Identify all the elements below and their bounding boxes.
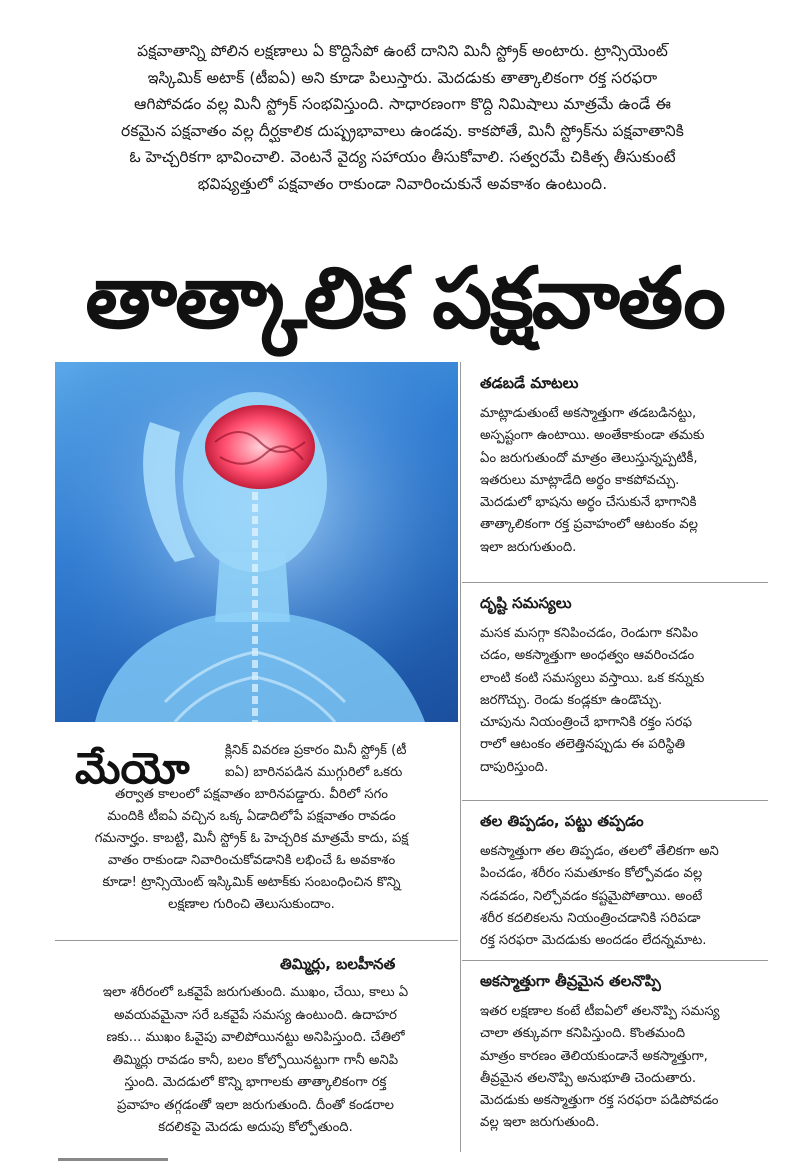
lead-line: తర్వాత కాలంలో పక్షవాతం బారినపడ్డారు. వీరిలో సగం [115, 787, 388, 802]
side-line: ఇతర లక్షణాల కంటే టీఐఏలో తలనొప్పి సమస్య [480, 1004, 720, 1019]
slurred-speech-section [472, 374, 772, 559]
lead-first-line: ఐఏ) బారినపడిన ముగ్గురిలో ఒకరు [225, 765, 403, 780]
side-line: నడవడం, నిల్చోవడం కష్టమైపోతాయి. అంటే [480, 888, 703, 904]
side-line: మాట్లాడుతుంటే అకస్మాత్తుగా తడబడినట్టు, [480, 406, 697, 421]
side-line: పించడం, శరీరం సమతూకం కోల్పోవడం వల్ల [480, 866, 703, 882]
section-divider [462, 800, 768, 801]
numbness-line: కదలికపై మెదడు అదుపు కోల్పోతుంది. [158, 1120, 353, 1135]
lead-line: మందికి టీఐఏ వచ్చిన ఒక్క ఏడాదిలోపే పక్షవాతం రావడం [107, 809, 396, 824]
slurred-speech-title: తడబడే మాటలు [480, 374, 579, 392]
side-line: దాపురిస్తుంది. [480, 759, 549, 775]
section-divider [462, 960, 768, 961]
side-line: చూపును నియంత్రించే భాగానికి రక్తం సరఫ [480, 715, 692, 731]
dizziness-section [472, 812, 772, 952]
vision-problems-body [480, 623, 772, 779]
lead-line: గమనార్హం. కాబట్టి, మినీ స్ట్రోక్ ఓ హెచ్చరిక మాత్రమే కాదు, పక్ష [94, 831, 409, 846]
side-line: మాత్రం కారణం తెలియకుండానే అకస్మాత్తుగా, [480, 1048, 708, 1064]
headache-section [472, 972, 772, 1135]
side-line: మసక మసగ్గా కనిపించడం, రెండుగా కనిపిం [480, 626, 699, 641]
side-line: రక్త సరఫరా మెదడుకు అందడం లేదన్నమాట. [480, 933, 707, 949]
numbness-line: తిమ్మిర్లు రావడం కానీ, బలం కోల్పోయినట్టుగా గానీ అనిపి [112, 1052, 399, 1068]
brain-illustration [55, 362, 458, 722]
intro-line: ఆగిపోవడం వల్ల మినీ స్ట్రోక్ సంభవిస్తుంది. సాధారణంగా కొద్ది నిమిషాలు మాత్రమే ఉండే ఈ [134, 95, 671, 113]
numbness-line: అవయవమైనా సరే ఒకవైపే సమస్య ఉంటుంది. ఉదాహర [113, 1007, 397, 1023]
intro-line: ఇస్కిమిక్ అటాక్ (టీఐఏ) అని కూడా పిలుస్తారు. మెదడుకు తాత్కాలికంగా రక్త సరఫరా [147, 68, 658, 87]
headline: తాత్కాలిక పక్షవాతం [85, 249, 724, 347]
lead-first-line: క్లినిక్ వివరణ ప్రకారం మినీ స్ట్రోక్ (టీ [225, 743, 407, 758]
lead-paragraph [55, 740, 458, 916]
headache-body [480, 1001, 772, 1135]
side-line: మెదడుకు అకస్మాత్తుగా రక్త సరఫరా పడిపోవడం [480, 1093, 719, 1109]
lead-line: కూడా! ట్రాన్సియెంట్ ఇస్కిమిక్ అటాక్‌కు సంబంధించిన కొన్ని [102, 875, 401, 890]
dizziness-body [480, 841, 772, 952]
side-line: అకస్మాత్తుగా తల తిప్పడం, తలలో తేలికగా అని [480, 844, 719, 859]
intro-line: ఓ హెచ్చరికగా భావించాలి. వెంటనే వైద్య సహాయం తీసుకోవాలి. సత్వరమే చికిత్స తీసుకుంటే [129, 148, 676, 166]
intro-paragraph [40, 38, 765, 197]
side-line: లాంటి కంటి సమస్యలు వస్తాయి. ఒక కన్నుకు [480, 670, 705, 686]
lead-dropcap: మేయో [75, 744, 190, 794]
slurred-speech-body [480, 403, 772, 559]
side-line: చాలా తక్కువగా కనిపిస్తుంది. కొంతమంది [480, 1026, 686, 1042]
vision-problems-title: దృష్టి సమస్యలు [480, 594, 572, 612]
intro-line: భవిష్యత్తులో పక్షవాతం రాకుండా నివారించుకునే అవకాశం ఉంటుంది. [197, 174, 608, 193]
numbness-line: ఇలా శరీరంలో ఒకవైపే జరుగుతుంది. ముఖం, చేయి, కాలు ఏ [102, 985, 409, 1000]
numbness-title: తిమ్మిర్లు, బలహీనత [280, 955, 396, 973]
numbness-line: ణకు... ముఖం ఓవైపు వాలిపోయినట్టు అనిపిస్తుంది. చేతిలో [106, 1030, 405, 1045]
side-line: రాలో ఆటంకం తలెత్తినప్పుడు ఈ పరిస్థితి [480, 737, 686, 753]
lead-line: లక్షణాల గురించి తెలుసుకుందాం. [168, 897, 335, 912]
lead-line: వాతం రాకుండా నివారించుకోవడానికి లభించే ఓ అవకాశం [107, 853, 396, 868]
side-line: వల్ల ఇలా జరుగుతుంది. [480, 1115, 600, 1131]
side-line: తాత్కాలికంగా రక్త ప్రవాహంలో ఆటంకం వల్ల [480, 517, 698, 533]
intro-line: రకమైన పక్షవాతం వల్ల దీర్ఘకాలిక దుష్ప్రభావాలు ఉండవు. కాకపోతే, మినీ స్ట్రోక్‌ను పక్షవాతానికి [121, 121, 684, 140]
numbness-line: స్తుంది. మెదడులో కొన్ని భాగాలకు తాత్కాలికంగా రక్త [124, 1075, 387, 1090]
intro-line: పక్షవాతాన్ని పోలిన లక్షణాలు ఏ కొద్దిసేపో ఉంటే దానిని మినీ స్ట్రోక్ అంటారు. ట్రాన్సియెంట్ [137, 42, 668, 60]
dizziness-title: తల తిప్పడం, పట్టు తప్పడం [480, 812, 644, 830]
section-divider [55, 940, 458, 941]
side-line: తీవ్రమైన తలనొప్పి అనుభూతి చెందుతారు. [480, 1070, 697, 1086]
side-line: మెదడులో భాషను అర్థం చేసుకునే భాగానికి [480, 495, 697, 511]
numbness-line: ప్రవాహం తగ్గడంతో ఇలా జరుగుతుంది. దీంతో కండరాల [116, 1097, 395, 1113]
side-line: చడం, అకస్మాత్తుగా అంధత్వం ఆవరించడం [480, 648, 695, 664]
bottom-rule [58, 1158, 168, 1161]
section-divider [462, 582, 768, 583]
numbness-body [58, 982, 453, 1140]
side-line: ఏం జరుగుతుందో మాత్రం తెలుస్తున్నప్పటికీ, [480, 450, 698, 466]
side-line: ఇలా జరుగుతుంది. [480, 539, 577, 555]
vision-problems-section [472, 594, 772, 779]
side-line: జరగొచ్చు. రెండు కండ్లకూ ఉండొచ్చు. [480, 692, 663, 708]
brain-illustration-svg [55, 362, 458, 722]
side-line: అస్పష్టంగా ఉంటాయి. అంతేకాకుండా తమకు [480, 428, 705, 444]
side-line: ఇతరులు మాట్లాడేది అర్థం కాకపోవచ్చు. [480, 472, 680, 488]
column-divider [460, 362, 461, 1152]
side-line: శరీర కదలికలను నియంత్రించడానికి సరిపడా [480, 910, 701, 926]
headache-title: అకస్మాత్తుగా తీవ్రమైన తలనొప్పి [480, 972, 661, 990]
